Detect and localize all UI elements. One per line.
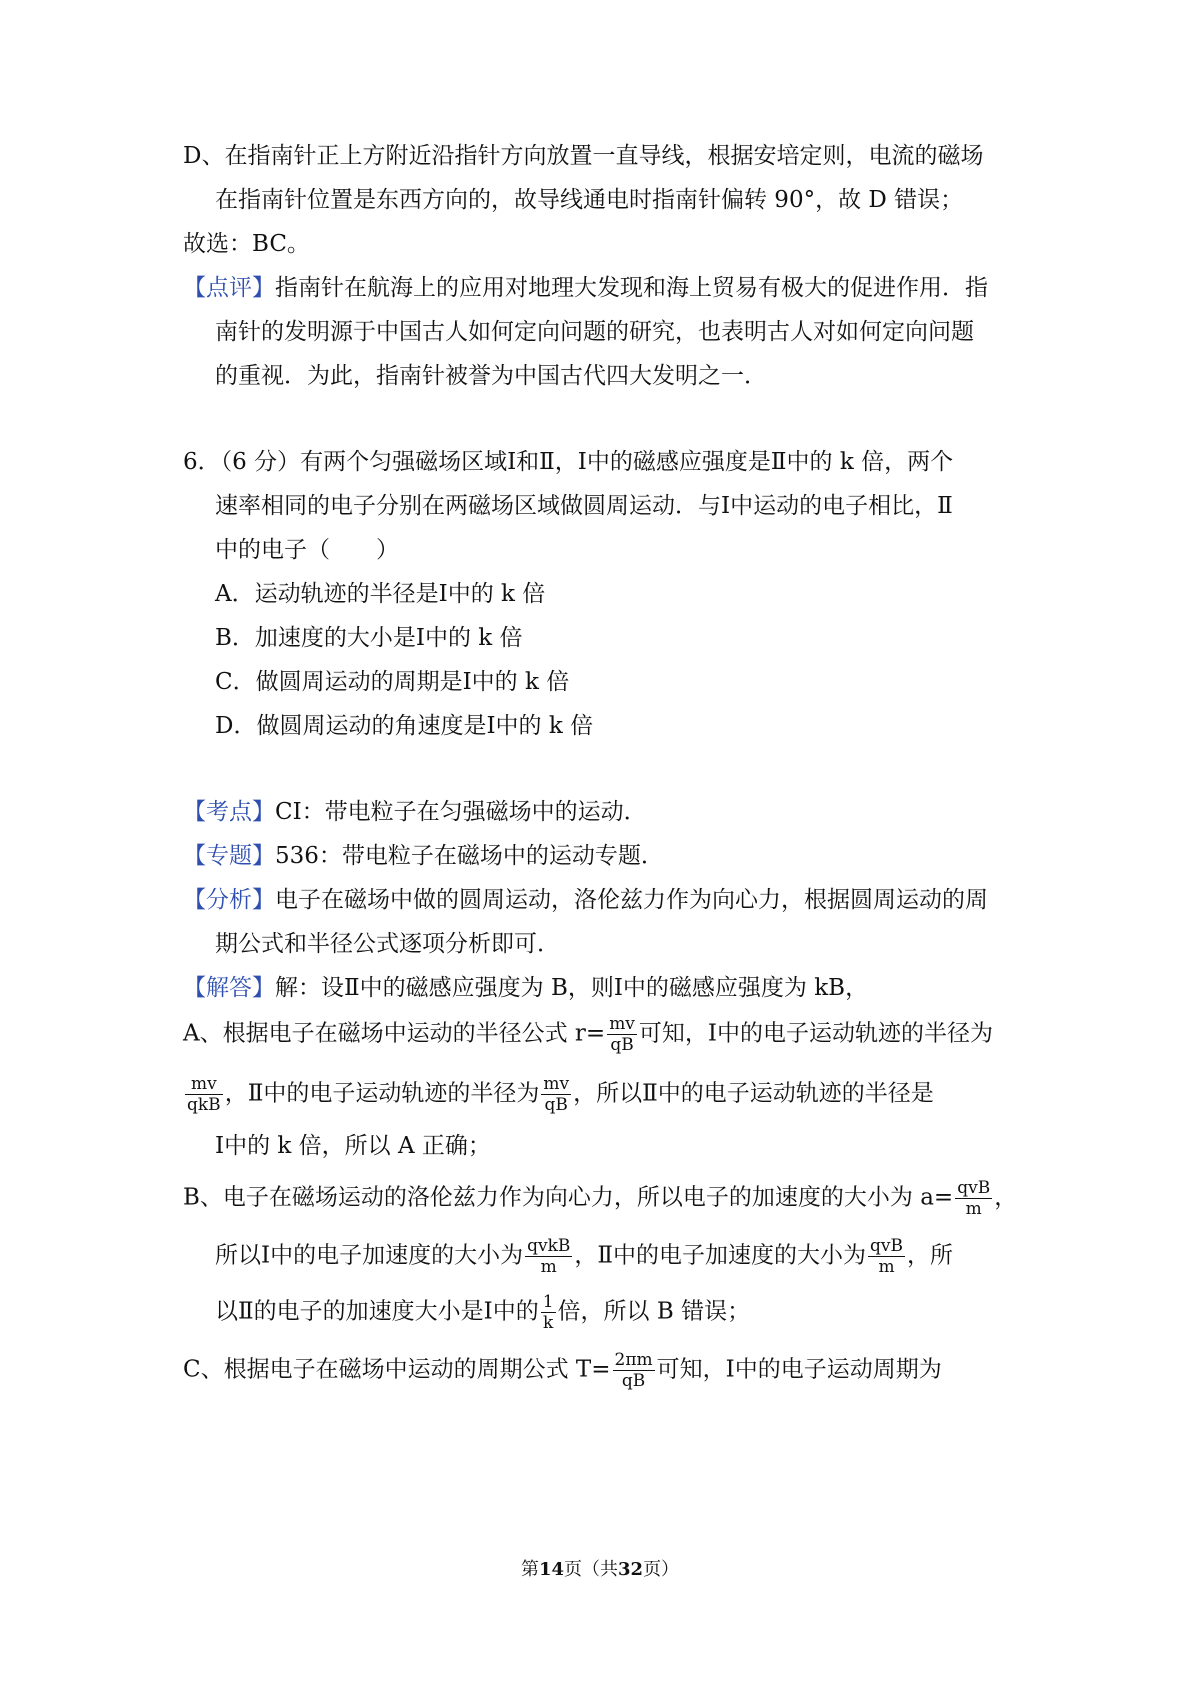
fraction-1-k: $\frac{1}{k}$ [542,1292,554,1333]
solution-a-line1: A、根据电子在磁场中运动的半径公式 r= $\frac{mv}{qB}$ 可知，Ⅰ中的电子运动轨迹的半径为 [183,1014,994,1055]
analysis-tag: 【分析】 [183,887,275,913]
option-d: D．做圆周运动的角速度是Ⅰ中的 k 倍 [215,713,594,739]
text-line: 南针的发明源于中国古人如何定向问题的研究，也表明古人对如何定向问题 [215,319,974,345]
solution-b-line2: 所以Ⅰ中的电子加速度的大小为 $\frac{\text{qvkB}}{m}$ ，Ⅱ中的电子加速度的大小为 $\frac{\text{qvB}}{m}$ ，所 [215,1236,953,1277]
comment-tag: 【点评】 [183,275,275,301]
analysis: 【分析】电子在磁场中做的圆周运动，洛伦兹力作为向心力，根据圆周运动的周 [183,887,988,913]
text-line: 的重视．为此，指南针被誉为中国古代四大发明之一． [215,363,767,389]
total-pages: 32 [618,1559,644,1580]
knowledge-point: 【考点】CI：带电粒子在匀强磁场中的运动． [183,799,647,825]
fraction-qvkb-m: $\frac{\text{qvkB}}{m}$ [527,1236,571,1277]
comment-section: 【点评】指南针在航海上的应用对地理大发现和海上贸易有极大的促进作用．指 [183,275,988,301]
solution-a-line2: $\frac{mv}{\text{qkB}}$ ，Ⅱ中的电子运动轨迹的半径为 $\frac{mv}{qB}$ ，所以Ⅱ中的电子运动轨迹的半径是 [187,1074,934,1115]
solution-b-line3: 以Ⅱ的电子的加速度大小是Ⅰ中的 $\frac{1}{k}$ 倍，所以 B 错误； [215,1292,751,1333]
option-a: A．运动轨迹的半径是Ⅰ中的 k 倍 [215,581,546,607]
text-line: D、在指南针正上方附近沿指针方向放置一直导线，根据安培定则，电流的磁场 [183,143,984,169]
answer: 【解答】解：设Ⅱ中的磁感应强度为 B，则Ⅰ中的磁感应强度为 kB， [183,975,869,1001]
solution-a-line3: Ⅰ中的 k 倍，所以 A 正确； [215,1133,491,1159]
topic: 【专题】536：带电粒子在磁场中的运动专题． [183,843,664,869]
fraction-qvb-m: $\frac{\text{qvB}}{m}$ [870,1236,903,1277]
text-line: 中的电子（ ） [215,537,399,563]
option-c: C．做圆周运动的周期是Ⅰ中的 k 倍 [215,669,570,695]
page-number: 14 [538,1559,564,1580]
text-line: 速率相同的电子分别在两磁场区域做圆周运动．与Ⅰ中运动的电子相比，Ⅱ [215,493,953,519]
solution-c-line1: C、根据电子在磁场中运动的周期公式 T= $\frac{2\pi m}{qB}$ 可知，Ⅰ中的电子运动周期为 [183,1350,942,1391]
topic-tag: 【专题】 [183,843,275,869]
text-line: 期公式和半径公式逐项分析即可． [215,931,560,957]
knowledge-tag: 【考点】 [183,799,275,825]
fraction-mv-qb: $\frac{mv}{qB}$ [543,1074,570,1115]
text-line: 在指南针位置是东西方向的，故导线通电时指南针偏转 90°，故 D 错误； [215,187,964,213]
fraction-mv-qkb: $\frac{mv}{\text{qkB}}$ [187,1074,221,1115]
page-footer: 第14页（共32页） [520,1559,680,1580]
fraction-qvb-m: $\frac{\text{qvB}}{m}$ [957,1178,991,1219]
fraction-2pim-qb: $\frac{2\pi m}{qB}$ [614,1350,653,1391]
question-stem: 6．（6 分）有两个匀强磁场区域Ⅰ和Ⅱ，Ⅰ中的磁感应强度是Ⅱ中的 k 倍，两个 [183,449,954,475]
fraction-mv-qb: $\frac{mv}{qB}$ [609,1014,635,1055]
answer-tag: 【解答】 [183,975,275,1001]
text-line: 故选：BC。 [183,231,310,257]
option-b: B．加速度的大小是Ⅰ中的 k 倍 [215,625,523,651]
solution-b-line1: B、电子在磁场运动的洛伦兹力作为向心力，所以电子的加速度的大小为 a= $\frac{\text{qvB}}{m}$ ， [183,1178,1018,1219]
